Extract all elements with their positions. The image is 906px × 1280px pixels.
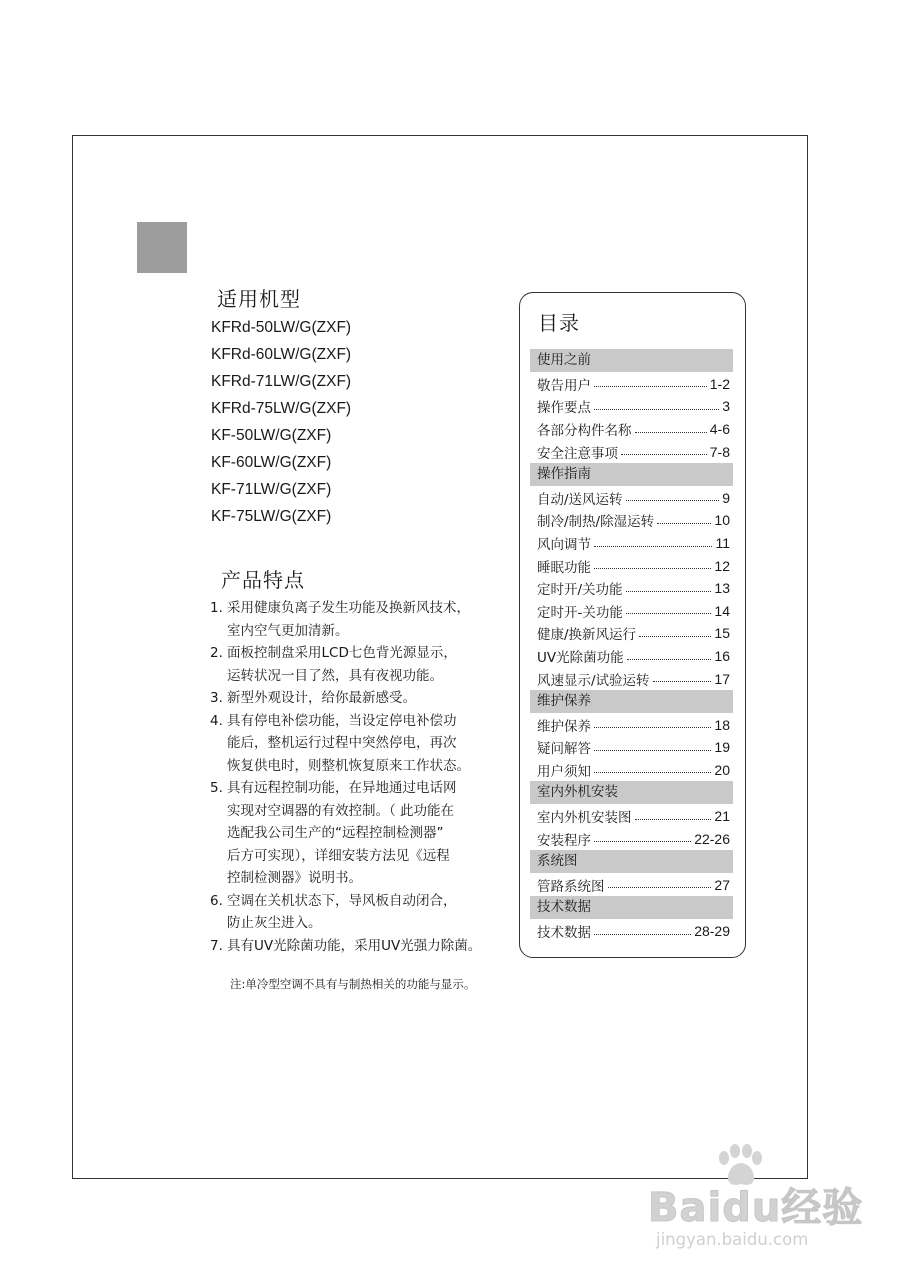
toc-entry-page: 9 xyxy=(722,489,730,506)
toc-entry xyxy=(530,736,733,759)
feature-line: 具有停电补偿功能，当设定停电补偿功 xyxy=(227,712,457,729)
feature-line: 能后，整机运行过程中突然停电，再次 xyxy=(227,735,457,751)
features-list xyxy=(210,597,515,957)
toc-entry-page: 20 xyxy=(714,761,730,778)
toc-leader-dots xyxy=(594,568,711,569)
toc-entry xyxy=(530,759,733,782)
model-item: KFRd-75LW/G(ZXF) xyxy=(211,400,352,417)
toc-body xyxy=(530,349,733,942)
feature-line: 具有UV光除菌功能，采用UV光强力除菌。 xyxy=(227,937,482,954)
toc-leader-dots xyxy=(635,819,712,820)
toc-leader-dots xyxy=(639,636,711,637)
watermark-url: jingyan.baidu.com xyxy=(656,1230,809,1249)
toc-entry xyxy=(530,395,733,418)
section-marker-block xyxy=(137,222,187,273)
toc-entry-title: 操作要点 xyxy=(537,400,591,417)
toc-entry-title: 制冷/制热/除湿运转 xyxy=(537,514,655,531)
toc-entry-title: 室内外机安装图 xyxy=(537,810,632,827)
feature-line: 选配我公司生产的“远程控制检测器” xyxy=(227,825,444,841)
toc-entry-page: 15 xyxy=(714,625,730,642)
toc-entry xyxy=(530,622,733,645)
toc-entry xyxy=(530,920,733,943)
features-title: 产品特点 xyxy=(221,568,305,592)
feature-line: 面板控制盘采用LCD七色背光源显示， xyxy=(227,645,457,661)
toc-entry-title: UV光除菌功能 xyxy=(537,650,624,667)
toc-entry-page: 13 xyxy=(714,580,730,597)
toc-title: 目录 xyxy=(538,311,580,335)
toc-entry-page: 28-29 xyxy=(694,923,730,940)
feature-item xyxy=(210,687,515,710)
feature-number: 6. xyxy=(210,892,223,909)
feature-number: 7. xyxy=(210,937,223,954)
feature-item xyxy=(210,890,515,935)
model-item: KFRd-50LW/G(ZXF) xyxy=(211,319,352,336)
models-title: 适用机型 xyxy=(217,287,301,311)
feature-line: 控制检测器》说明书。 xyxy=(227,870,362,886)
toc-entry-page: 10 xyxy=(714,512,730,529)
toc-entry xyxy=(530,600,733,623)
toc-leader-dots xyxy=(594,750,711,751)
model-item: KFRd-71LW/G(ZXF) xyxy=(211,373,352,390)
feature-line: 室内空气更加清新。 xyxy=(227,622,349,639)
toc-entry-title: 维护保养 xyxy=(537,718,591,735)
feature-item xyxy=(210,935,515,958)
toc-entry xyxy=(530,874,733,897)
toc-entry xyxy=(530,554,733,577)
toc-leader-dots xyxy=(594,386,707,387)
toc-leader-dots xyxy=(594,934,691,935)
feature-item xyxy=(210,710,515,778)
feature-line: 空调在关机状态下，导风板自动闭合， xyxy=(227,892,457,909)
toc-entry-title: 风速显示/试验运转 xyxy=(537,672,650,689)
toc-entry-title: 各部分构件名称 xyxy=(537,423,632,440)
toc-entry xyxy=(530,509,733,532)
toc-leader-dots xyxy=(627,659,712,660)
model-item: KF-60LW/G(ZXF) xyxy=(211,454,332,471)
toc-section-header: 使用之前 xyxy=(530,349,733,372)
watermark-logo: Baidu经验 xyxy=(648,1185,864,1231)
toc-leader-dots xyxy=(635,432,707,433)
toc-entry-page: 12 xyxy=(714,557,730,574)
toc-entry-title: 技术数据 xyxy=(537,925,591,942)
toc-entry xyxy=(530,418,733,441)
toc-leader-dots xyxy=(621,454,707,455)
toc-entry xyxy=(530,805,733,828)
toc-entry-title: 安装程序 xyxy=(537,832,591,849)
toc-entry-title: 自动/送风运转 xyxy=(537,491,623,508)
feature-number: 4. xyxy=(210,712,223,729)
toc-section-header: 系统图 xyxy=(530,850,733,873)
toc-entry-title: 风向调节 xyxy=(537,537,591,554)
model-item: KF-50LW/G(ZXF) xyxy=(211,427,332,444)
toc-leader-dots xyxy=(626,613,712,614)
toc-entry-title: 疑问解答 xyxy=(537,741,591,758)
toc-entry xyxy=(530,577,733,600)
toc-entry-page: 27 xyxy=(714,876,730,893)
toc-leader-dots xyxy=(608,887,712,888)
toc-entry xyxy=(530,714,733,737)
toc-section-header: 室内外机安装 xyxy=(530,781,733,804)
feature-line: 具有远程控制功能，在异地通过电话网 xyxy=(227,780,457,796)
toc-entry-title: 用户须知 xyxy=(537,763,591,780)
toc-entry-title: 睡眠功能 xyxy=(537,559,591,576)
toc-leader-dots xyxy=(594,409,719,410)
toc-leader-dots xyxy=(594,727,711,728)
toc-leader-dots xyxy=(653,681,712,682)
toc-section-header: 维护保养 xyxy=(530,690,733,713)
toc-section-header: 操作指南 xyxy=(530,463,733,486)
feature-line: 恢复供电时，则整机恢复原来工作状态。 xyxy=(227,757,470,774)
feature-line: 后方可实现），详细安装方法见《远程 xyxy=(227,847,450,864)
feature-line: 运转状况一目了然，具有夜视功能。 xyxy=(227,667,443,684)
toc-entry-page: 16 xyxy=(714,648,730,665)
toc-entry xyxy=(530,440,733,463)
toc-entry xyxy=(530,373,733,396)
table-of-contents xyxy=(519,292,746,958)
feature-item xyxy=(210,777,515,890)
toc-entry-title: 定时开/关功能 xyxy=(537,582,623,599)
model-item: KF-71LW/G(ZXF) xyxy=(211,481,332,498)
feature-number: 1. xyxy=(210,600,223,616)
toc-entry xyxy=(530,667,733,690)
toc-section-header: 技术数据 xyxy=(530,896,733,919)
feature-item xyxy=(210,642,515,687)
toc-leader-dots xyxy=(594,546,712,547)
feature-line: 采用健康负离子发生功能及换新风技术， xyxy=(227,600,470,616)
feature-line: 防止灰尘进入。 xyxy=(227,915,322,931)
toc-entry-page: 14 xyxy=(714,602,730,619)
toc-entry-page: 22-26 xyxy=(694,830,730,847)
toc-entry-title: 安全注意事项 xyxy=(537,445,618,462)
toc-leader-dots xyxy=(626,591,712,592)
toc-entry-page: 4-6 xyxy=(709,421,730,438)
toc-entry-title: 定时开-关功能 xyxy=(537,604,623,621)
toc-entry-page: 3 xyxy=(722,398,730,415)
toc-entry-page: 17 xyxy=(714,670,730,687)
model-item: KF-75LW/G(ZXF) xyxy=(211,508,332,525)
toc-entry-page: 11 xyxy=(715,535,730,552)
feature-line: 新型外观设计，给你最新感受。 xyxy=(227,690,416,706)
model-item: KFRd-60LW/G(ZXF) xyxy=(211,346,352,363)
toc-entry-page: 7-8 xyxy=(709,443,730,460)
toc-entry-page: 1-2 xyxy=(709,375,730,392)
toc-leader-dots xyxy=(626,500,720,501)
feature-number: 5. xyxy=(210,780,223,796)
toc-entry xyxy=(530,487,733,510)
feature-number: 3. xyxy=(210,690,223,706)
feature-line: 实现对空调器的有效控制。（ 此功能在 xyxy=(227,802,455,819)
toc-leader-dots xyxy=(594,841,691,842)
models-list xyxy=(211,317,351,533)
toc-leader-dots xyxy=(594,772,711,773)
toc-entry-title: 敬告用户 xyxy=(537,377,591,394)
toc-entry-page: 21 xyxy=(714,808,730,825)
toc-entry-page: 19 xyxy=(714,739,730,756)
toc-entry xyxy=(530,532,733,555)
feature-number: 2. xyxy=(210,645,223,661)
footnote: 注:单冷型空调不具有与制热相关的功能与显示。 xyxy=(230,977,476,991)
toc-entry-title: 健康/换新风运行 xyxy=(537,627,637,644)
toc-leader-dots xyxy=(657,523,711,524)
toc-entry-title: 管路系统图 xyxy=(537,878,605,895)
toc-entry xyxy=(530,645,733,668)
toc-entry-page: 18 xyxy=(714,716,730,733)
feature-item xyxy=(210,597,515,642)
toc-entry xyxy=(530,827,733,850)
